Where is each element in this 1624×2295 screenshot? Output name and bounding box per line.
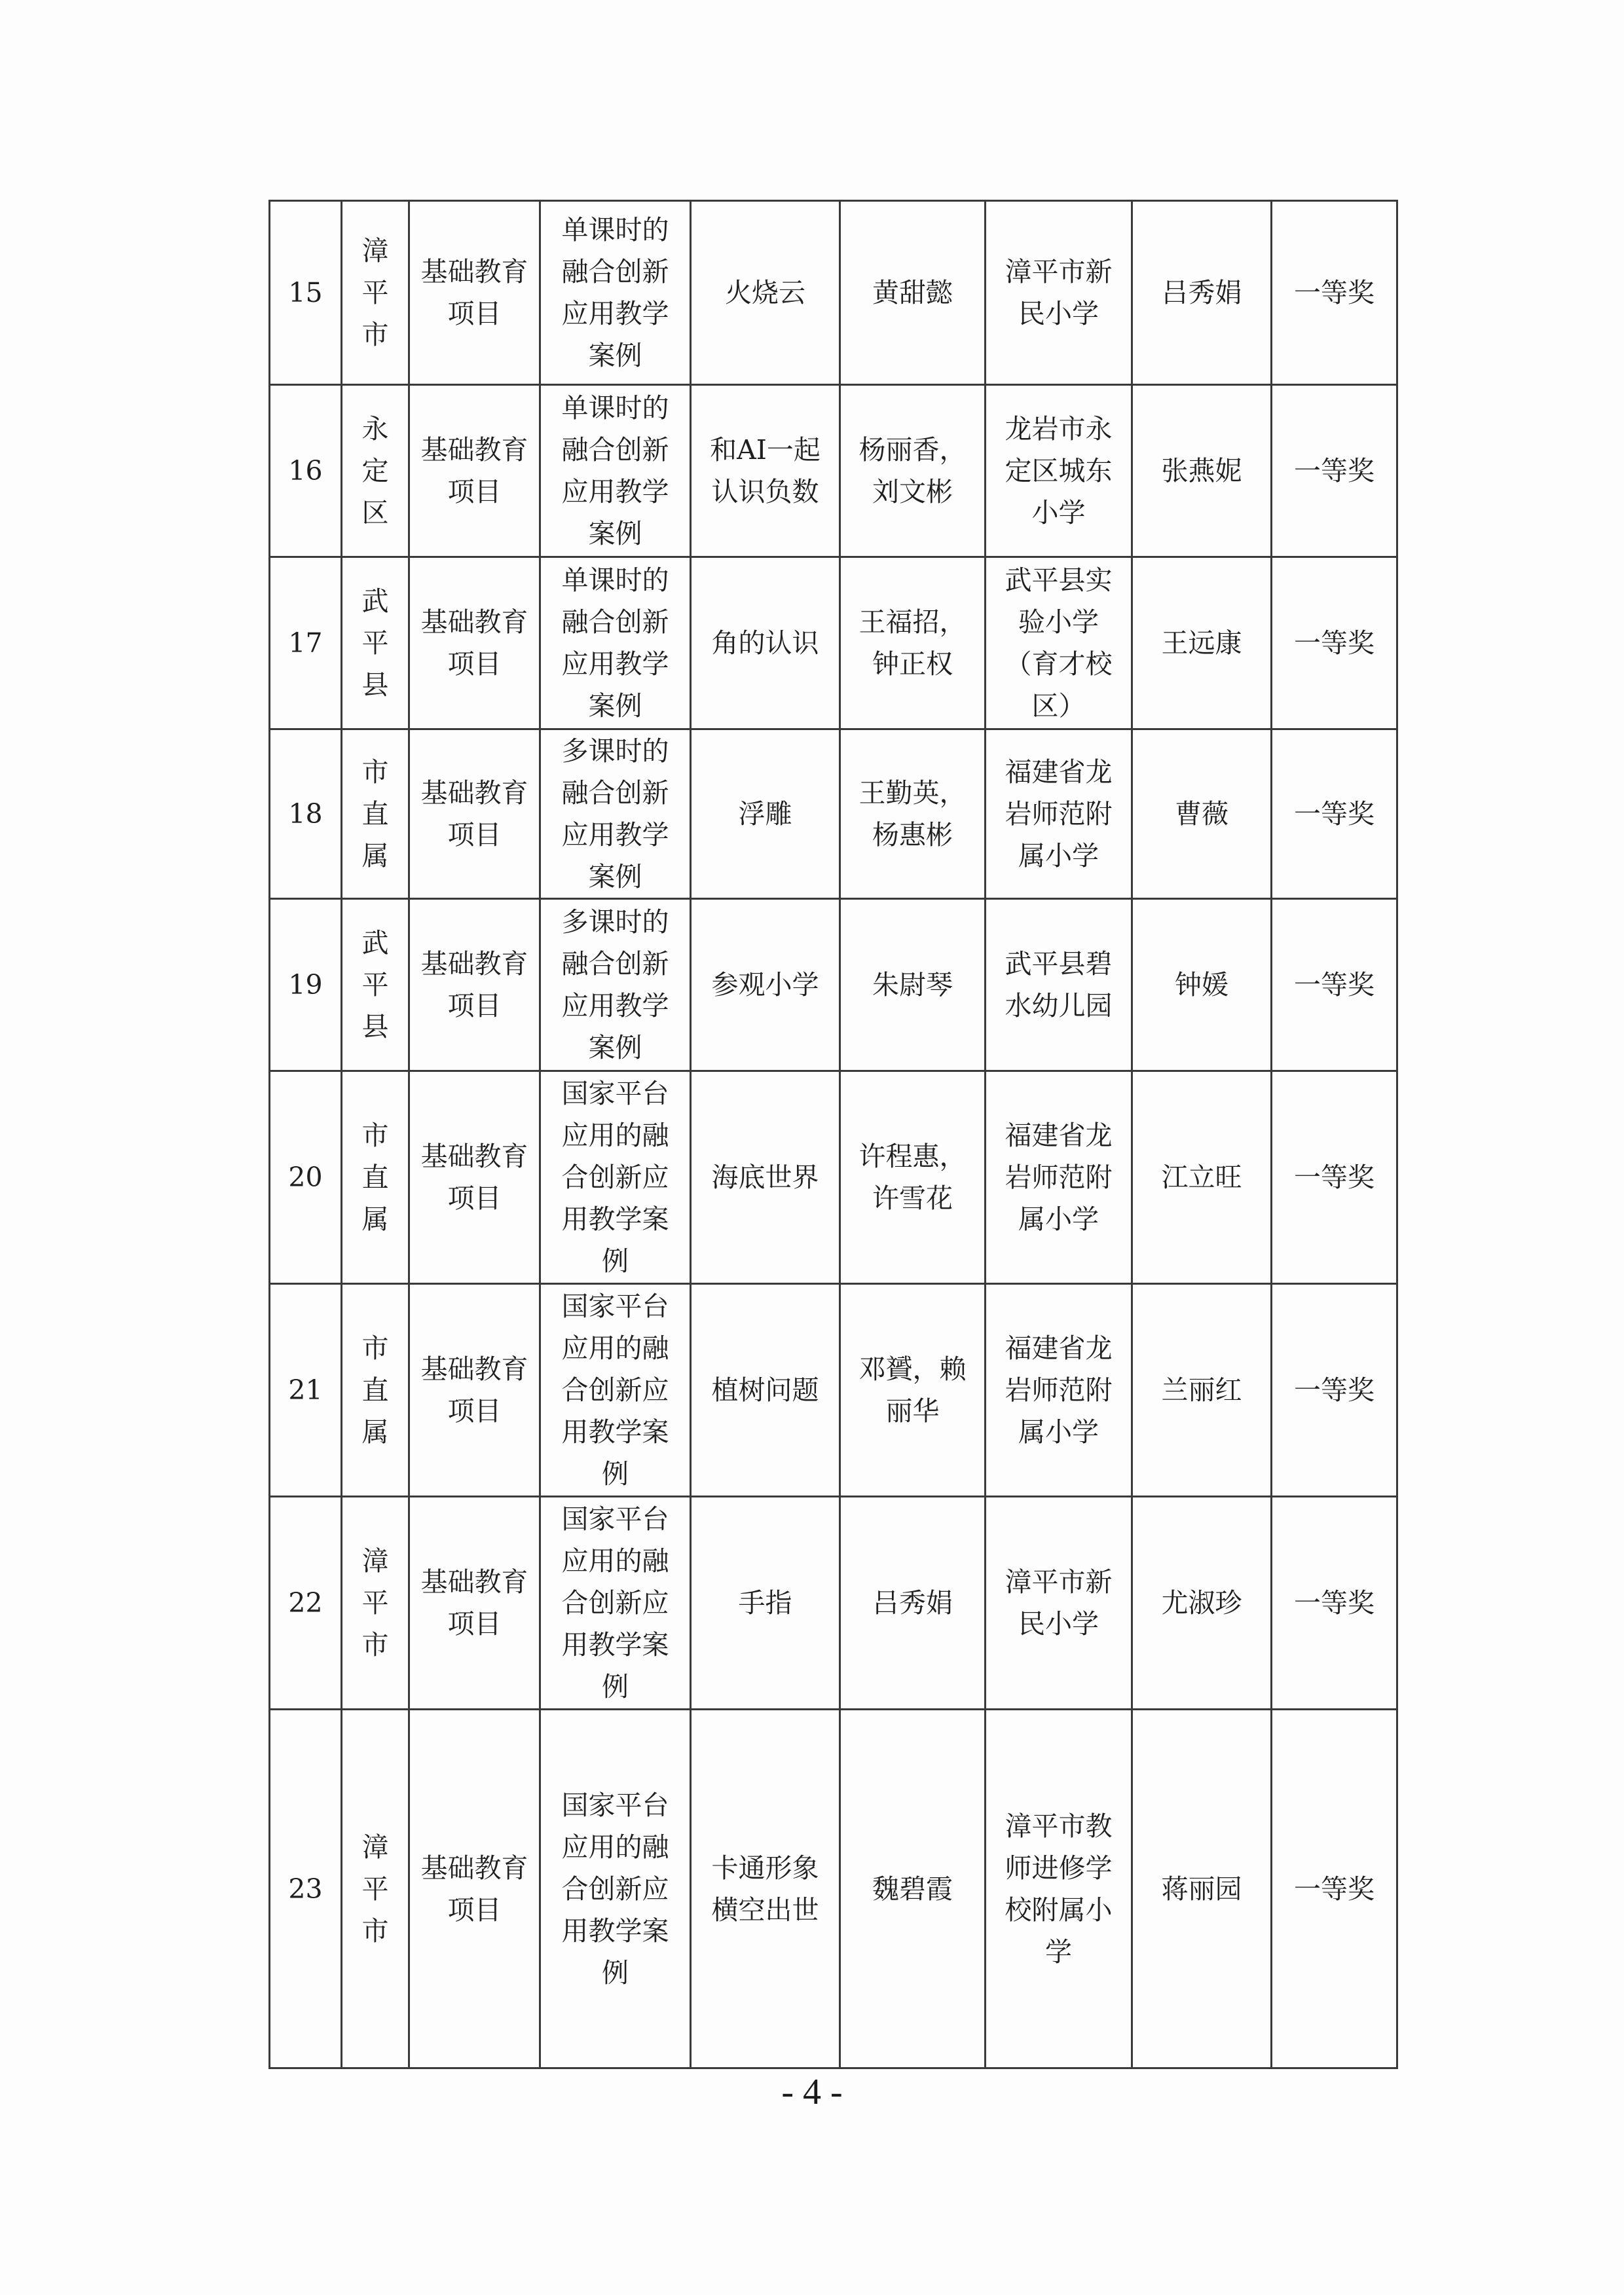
title-cell: 海底世界 [691,1071,840,1284]
row-number: 15 [270,201,342,385]
case-type-cell: 单课时的融合创新应用教学案例 [540,385,691,557]
case-type-cell: 国家平台应用的融合创新应用教学案例 [540,1497,691,1710]
case-type-cell: 多课时的融合创新应用教学案例 [540,899,691,1071]
category-cell: 基础教育项目 [409,1071,540,1284]
table-row [270,201,1397,385]
region-cell: 武平县 [342,899,409,1071]
category-cell: 基础教育项目 [409,385,540,557]
advisor-cell: 蒋丽园 [1132,1710,1272,2068]
page-number: - 4 - [781,2072,843,2112]
advisor-cell: 兰丽红 [1132,1284,1272,1497]
advisor-cell: 钟媛 [1132,899,1272,1071]
region-cell: 漳平市 [342,201,409,385]
authors-cell: 王福招，钟正权 [840,557,986,729]
authors-cell: 魏碧霞 [840,1710,986,2068]
region-cell: 漳平市 [342,1710,409,2068]
school-cell: 福建省龙岩师范附属小学 [986,1284,1132,1497]
case-type-cell: 多课时的融合创新应用教学案例 [540,729,691,899]
table-row [270,899,1397,1071]
table-row [270,1710,1397,2068]
row-number: 21 [270,1284,342,1497]
title-cell: 手指 [691,1497,840,1710]
award-cell: 一等奖 [1272,1284,1397,1497]
advisor-cell: 尤淑珍 [1132,1497,1272,1710]
advisor-cell: 曹薇 [1132,729,1272,899]
region-cell: 永定区 [342,385,409,557]
awards-table [268,200,1398,2069]
case-type-cell: 单课时的融合创新应用教学案例 [540,557,691,729]
authors-cell: 许程惠，许雪花 [840,1071,986,1284]
advisor-cell: 江立旺 [1132,1071,1272,1284]
school-cell: 漳平市教师进修学校附属小学 [986,1710,1132,2068]
table-row [270,729,1397,899]
school-cell: 漳平市新民小学 [986,201,1132,385]
category-cell: 基础教育项目 [409,201,540,385]
category-cell: 基础教育项目 [409,1710,540,2068]
advisor-cell: 吕秀娟 [1132,201,1272,385]
authors-cell: 吕秀娟 [840,1497,986,1710]
case-type-cell: 国家平台应用的融合创新应用教学案例 [540,1284,691,1497]
authors-cell: 王勤英，杨惠彬 [840,729,986,899]
region-cell: 漳平市 [342,1497,409,1710]
school-cell: 福建省龙岩师范附属小学 [986,729,1132,899]
category-cell: 基础教育项目 [409,1284,540,1497]
table-row [270,557,1397,729]
title-cell: 参观小学 [691,899,840,1071]
region-cell: 市直属 [342,1071,409,1284]
row-number: 19 [270,899,342,1071]
row-number: 16 [270,385,342,557]
table-row [270,385,1397,557]
table-row [270,1497,1397,1710]
award-cell: 一等奖 [1272,201,1397,385]
school-cell: 武平县实验小学（育才校区） [986,557,1132,729]
authors-cell: 黄甜懿 [840,201,986,385]
region-cell: 市直属 [342,1284,409,1497]
award-cell: 一等奖 [1272,729,1397,899]
school-cell: 漳平市新民小学 [986,1497,1132,1710]
advisor-cell: 王远康 [1132,557,1272,729]
award-cell: 一等奖 [1272,385,1397,557]
advisor-cell: 张燕妮 [1132,385,1272,557]
award-cell: 一等奖 [1272,557,1397,729]
category-cell: 基础教育项目 [409,557,540,729]
title-cell: 火烧云 [691,201,840,385]
category-cell: 基础教育项目 [409,1497,540,1710]
title-cell: 植树问题 [691,1284,840,1497]
region-cell: 武平县 [342,557,409,729]
authors-cell: 朱尉琴 [840,899,986,1071]
category-cell: 基础教育项目 [409,729,540,899]
region-cell: 市直属 [342,729,409,899]
award-cell: 一等奖 [1272,1497,1397,1710]
row-number: 23 [270,1710,342,2068]
school-cell: 福建省龙岩师范附属小学 [986,1071,1132,1284]
case-type-cell: 国家平台应用的融合创新应用教学案例 [540,1071,691,1284]
award-cell: 一等奖 [1272,899,1397,1071]
award-cell: 一等奖 [1272,1710,1397,2068]
case-type-cell: 国家平台应用的融合创新应用教学案例 [540,1710,691,2068]
category-cell: 基础教育项目 [409,899,540,1071]
title-cell: 卡通形象横空出世 [691,1710,840,2068]
title-cell: 和AI一起认识负数 [691,385,840,557]
title-cell: 浮雕 [691,729,840,899]
authors-cell: 杨丽香，刘文彬 [840,385,986,557]
case-type-cell: 单课时的融合创新应用教学案例 [540,201,691,385]
row-number: 20 [270,1071,342,1284]
row-number: 18 [270,729,342,899]
row-number: 22 [270,1497,342,1710]
table-row [270,1284,1397,1497]
row-number: 17 [270,557,342,729]
school-cell: 龙岩市永定区城东小学 [986,385,1132,557]
table-row [270,1071,1397,1284]
award-cell: 一等奖 [1272,1071,1397,1284]
title-cell: 角的认识 [691,557,840,729]
authors-cell: 邓贇，赖丽华 [840,1284,986,1497]
school-cell: 武平县碧水幼儿园 [986,899,1132,1071]
